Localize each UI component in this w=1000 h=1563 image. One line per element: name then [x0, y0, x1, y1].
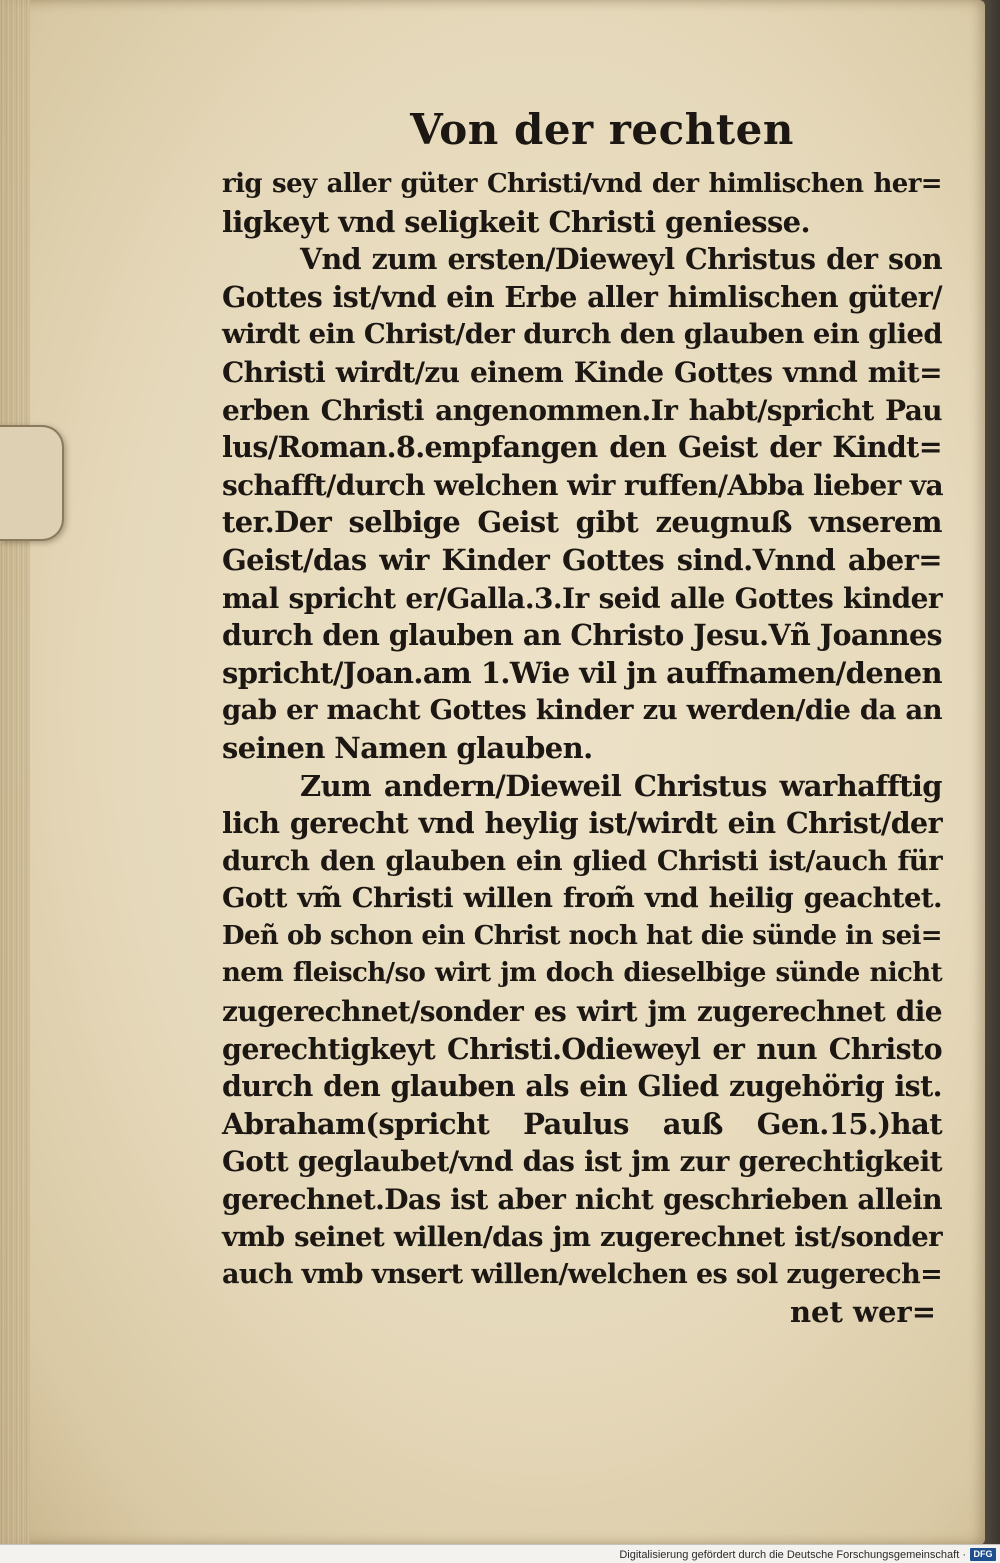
text-line: Geist/das wir Kinder Gottes sind.Vnnd aber=: [222, 542, 942, 577]
text-line: ter.Der selbige Geist gibt zeugnuß vnserem: [222, 505, 942, 540]
text-line: wirdt ein Christ/der durch den glauben ein glied: [222, 318, 942, 351]
text-line: durch den glauben an Christo Jesu.Vñ Joannes: [222, 618, 942, 653]
text-line: zugerechnet/sonder es wirt jm zugerechnet die: [222, 995, 942, 1029]
text-line: ligkeyt vnd seligkeit Christi geniesse.: [222, 204, 811, 239]
text-line: rig sey aller güter Christi/vnd der himlischen her=: [222, 169, 942, 199]
text-line: Vnd zum ersten/Dieweyl Christus der son: [300, 242, 942, 277]
text-line: Gott vm̃ Christi willen from̃ vnd heilig geachtet.: [222, 882, 942, 915]
text-line: vmb seinet willen/das jm zugerechnet ist/sonder: [222, 1220, 942, 1253]
text-line: gab er macht Gottes kinder zu werden/die da an: [222, 694, 942, 727]
text-line: Deñ ob schon ein Christ noch hat die sünde in sei=: [222, 920, 942, 951]
funding-credit: Digitalisierung gefördert durch die Deutsche Forschungsgemeinschaft ·: [619, 1549, 966, 1561]
text-line: durch den glauben als ein Glied zugehörig ist.: [222, 1069, 942, 1104]
text-line: seinen Namen glauben.: [222, 730, 593, 765]
running-head: Von der rechten: [410, 105, 794, 154]
text-line: lich gerecht vnd heylig ist/wirdt ein Christ/der: [222, 806, 942, 841]
text-line: durch den glauben ein glied Christi ist/auch für: [222, 844, 942, 877]
text-line: auch vmb vnsert willen/welchen es sol zugerech=: [222, 1259, 943, 1291]
text-line: lus/Roman.8.empfangen den Geist der Kindt=: [222, 430, 942, 465]
text-line: nem fleisch/so wirt jm doch dieselbige sünde nicht: [222, 958, 942, 989]
text-line: Christi wirdt/zu einem Kinde Gottes vnnd mit=: [222, 355, 942, 389]
text-block: [222, 100, 942, 1331]
text-line: mal spricht er/Galla.3.Ir seid alle Gottes kinder: [222, 581, 942, 615]
dfg-logo-icon: DFG: [970, 1548, 996, 1561]
text-line: gerechtigkeyt Christi.Odieweyl er nun Christo: [222, 1031, 942, 1066]
text-line: Abraham(spricht Paulus auß Gen.15.)hat: [222, 1106, 942, 1141]
text-line: spricht/Joan.am 1.Wie vil jn auffnamen/denen: [222, 655, 942, 690]
catchword: net wer=: [789, 1294, 936, 1329]
footer-bar: [0, 1544, 1000, 1563]
text-line: Zum andern/Dieweil Christus warhafftig: [300, 768, 942, 803]
text-line: Gottes ist/vnd ein Erbe aller himlischen güter/: [222, 279, 942, 314]
text-line: gerechnet.Das ist aber nicht geschrieben allein: [222, 1183, 942, 1217]
text-line: schafft/durch welchen wir ruffen/Abba lieber va: [222, 468, 944, 502]
text-line: erben Christi angenommen.Ir habt/spricht Pau: [222, 393, 942, 427]
text-line: Gott geglaubet/vnd das ist jm zur gerechtigkeit: [222, 1145, 942, 1179]
page-tab-marker: [0, 425, 64, 541]
page-stack-edges: [0, 0, 30, 1545]
